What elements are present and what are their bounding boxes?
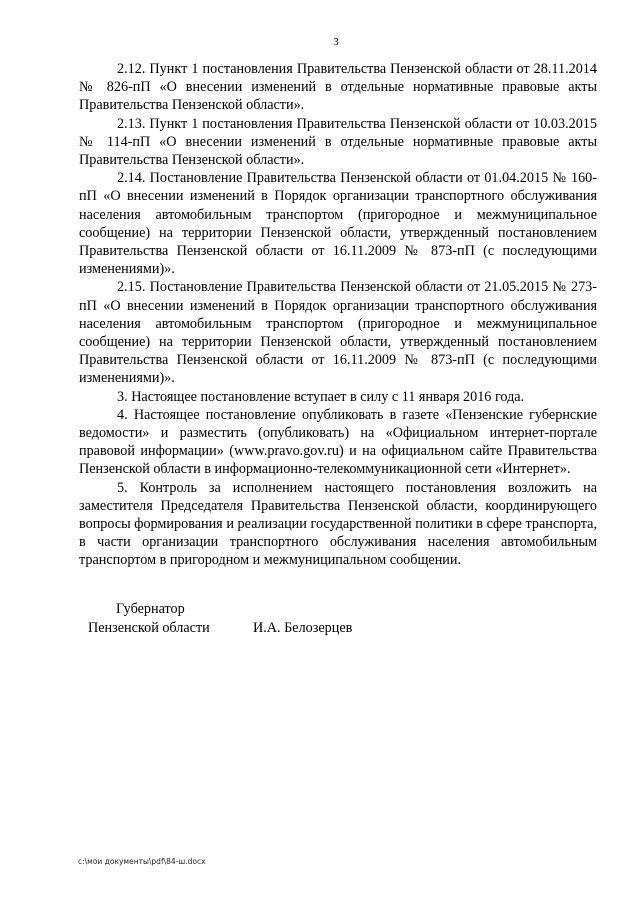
page-number: 3	[333, 36, 339, 48]
paragraph-5: 5. Контроль за исполнением настоящего постановления возложить на заместителя Председателя Правительства Пензенской области, координирующего вопросы формирования и реализации государственной политики в сфере транспорта, в части организации транспортного обслуживания населения автомобильным транспортом в пригородном и межмуниципальном сообщении.	[79, 479, 597, 569]
paragraph-2-12: 2.12. Пункт 1 постановления Правительства Пензенской области от 28.11.2014 № 826-пП «О внесении изменений в отдельные нормативные правовые акты Правительства Пензенской области».	[79, 61, 597, 114]
paragraph-2-15: 2.15. Постановление Правительства Пензенской области от 21.05.2015 № 273-пП «О внесении изменений в Порядок организации транспортного обслуживания населения автомобильным транспортом (пригородное и межмуниципальное сообщение) на территории Пензенской области, утвержденный постановлением Правительства Пензенской области от 16.11.2009 № 873-пП (с последующими изменениями)».	[79, 279, 597, 387]
document-body	[79, 60, 597, 570]
paragraph-2-13: 2.13. Пункт 1 постановления Правительства Пензенской области от 10.03.2015 № 114-пП «О внесении изменений в отдельные нормативные правовые акты Правительства Пензенской области».	[79, 115, 597, 169]
footer-file-path: c:\мои документы\pdf\84-ш.docx	[78, 857, 206, 866]
paragraph-4: 4. Настоящее постановление опубликовать в газете «Пензенские губернские ведомости» и разместить (опубликовать) на «Официальном интернет-портале правовой информации» (www.pravo.gov.ru) и на официальном сайте Правительства Пензенской области в информационно-телекоммуникационной сети «Интернет».	[79, 406, 597, 478]
paragraph-3: 3. Настоящее постановление вступает в силу с 11 января 2016 года.	[117, 388, 525, 405]
signatory-title-line-2: Пензенской области	[88, 620, 210, 636]
paragraph-2-14: 2.14. Постановление Правительства Пензенской области от 01.04.2015 № 160-пП «О внесении изменений в Порядок организации транспортного обслуживания населения автомобильным транспортом (пригородное и межмуниципальное сообщение) на территории Пензенской области, утвержденный постановлением Правительства Пензенской области от 16.11.2009 № 873-пП (с последующими изменениями)».	[79, 170, 597, 278]
signatory-title-line-1: Губернатор	[116, 601, 185, 617]
signatory-name: И.А. Белозерцев	[253, 620, 353, 636]
